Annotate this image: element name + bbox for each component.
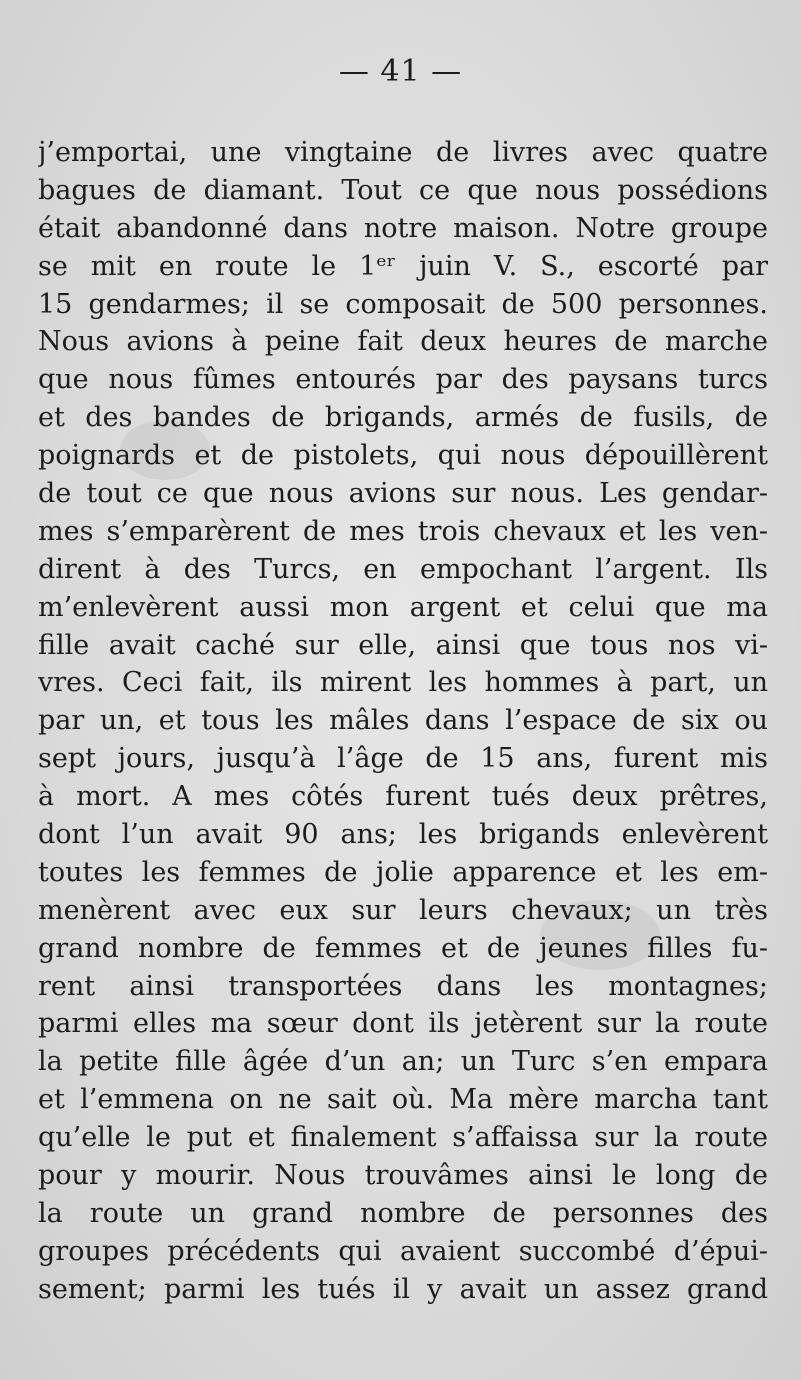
- text-line: sept jours, jusqu’à l’âge de 15 ans, furent mis: [38, 743, 768, 775]
- page-number: — 41 —: [338, 54, 463, 89]
- text-line: par un, et tous les mâles dans l’espace de six ou: [38, 705, 768, 737]
- text-line: dont l’un avait 90 ans; les brigands enlevèrent: [38, 819, 768, 851]
- text-line: Nous avions à peine fait deux heures de marche: [38, 326, 768, 358]
- text-line: que nous fûmes entourés par des paysans turcs: [38, 364, 768, 396]
- text-line: et des bandes de brigands, armés de fusils, de: [38, 402, 768, 434]
- text-line: m’enlevèrent aussi mon argent et celui que ma: [38, 591, 768, 623]
- text-line: et l’emmena on ne sait où. Ma mère marcha tant: [38, 1084, 768, 1116]
- text-line: rent ainsi transportées dans les montagnes;: [38, 970, 768, 1002]
- text-line: la petite fille âgée d’un an; un Turc s’en empara: [38, 1046, 768, 1078]
- text-line: grand nombre de femmes et de jeunes filles fu-: [38, 932, 768, 964]
- text-line: sement; parmi les tués il y avait un assez grand: [38, 1273, 768, 1305]
- text-line: se mit en route le 1ᵉʳ juin V. S., escorté par: [38, 250, 768, 282]
- text-line: était abandonné dans notre maison. Notre groupe: [38, 212, 768, 244]
- text-line: fille avait caché sur elle, ainsi que tous nos vi-: [38, 629, 768, 661]
- text-line: poignards et de pistolets, qui nous dépouillèrent: [38, 440, 768, 472]
- text-line: menèrent avec eux sur leurs chevaux; un très: [38, 894, 768, 926]
- text-line: 15 gendarmes; il se composait de 500 personnes.: [38, 288, 768, 320]
- text-line: bagues de diamant. Tout ce que nous possédions: [38, 174, 768, 206]
- text-line: à mort. A mes côtés furent tués deux prêtres,: [38, 781, 768, 813]
- text-line: parmi elles ma sœur dont ils jetèrent sur la route: [38, 1008, 768, 1040]
- text-line: toutes les femmes de jolie apparence et les em-: [38, 856, 768, 888]
- text-line: dirent à des Turcs, en empochant l’argent. Ils: [38, 553, 768, 585]
- text-line: j’emportai, une vingtaine de livres avec quatre: [38, 137, 768, 168]
- body-text: [38, 134, 768, 1309]
- text-line: pour y mourir. Nous trouvâmes ainsi le long de: [38, 1160, 768, 1192]
- text-line: vres. Ceci fait, ils mirent les hommes à part, un: [38, 667, 768, 699]
- text-line: qu’elle le put et finalement s’affaissa sur la route: [38, 1122, 768, 1154]
- text-line: mes s’emparèrent de mes trois chevaux et les ven-: [38, 515, 768, 547]
- text-line: de tout ce que nous avions sur nous. Les gendar-: [38, 478, 768, 510]
- text-line: groupes précédents qui avaient succombé d’épui-: [38, 1235, 768, 1267]
- text-line: la route un grand nombre de personnes des: [38, 1197, 768, 1229]
